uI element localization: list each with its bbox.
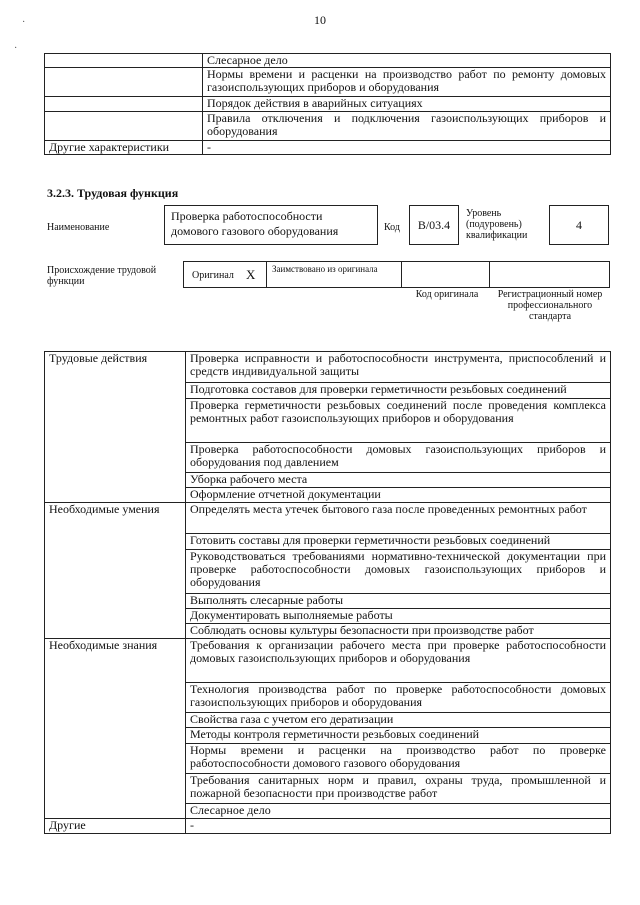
top-table [44,53,611,155]
top-table-row: Правила отключения и подключения газоиспользующих приборов и оборудования [203,112,611,141]
level-value-box [549,205,609,245]
top-table-label-cell [45,54,203,68]
function-name-value: Проверка работоспособности домового газового оборудования [171,209,339,238]
reg-number-box [489,261,610,288]
table-row: Уборка рабочего места [186,473,611,488]
top-table-label-cell [45,68,203,97]
table-row: Выполнять слесарные работы [186,594,611,609]
group-label-knowledge: Необходимые знания [45,639,186,819]
original-mark: Х [246,267,256,282]
table-row: - [186,819,611,834]
code-label: Код [384,222,400,233]
name-label: Наименование [47,222,110,233]
table-row: Проверка исправности и работоспособности инструмента, приспособлений и средств индивидуальной защиты [186,352,611,383]
table-row: Свойства газа с учетом его дератизации [186,713,611,728]
origin-label: Происхождение трудовой функции [47,265,157,287]
table-row: Требования к организации рабочего места при проверке работоспособности домовых газоиспользующих приборов и оборудования [186,639,611,683]
section-title: 3.2.3. Трудовая функция [47,186,179,200]
level-value: 4 [576,218,582,232]
table-row: Документировать выполняемые работы [186,609,611,624]
reg-number-caption: Регистрационный номер профессионального стандарта [497,289,603,322]
table-row: Требования санитарных норм и правил, охраны труда, промышленной и пожарной безопасности при производстве работ [186,774,611,804]
scan-speck: · [22,17,26,28]
table-row: Технология производства работ по проверке работоспособности домовых газоиспользующих приборов и оборудования [186,683,611,713]
table-row: Проверка герметичности резьбовых соединений после проведения комплекса ремонтных работ газоиспользующих приборов и оборудования [186,399,611,443]
original-box [183,261,267,288]
top-table-row: Нормы времени и расценки на производство работ по ремонту домовых газоиспользующих приборов и оборудования [203,68,611,97]
page-number: 10 [314,13,326,27]
top-table-label-cell [45,112,203,141]
table-row: Методы контроля герметичности резьбовых соединений [186,728,611,744]
borrowed-box [266,261,402,288]
top-table-row: Слесарное дело [203,54,611,68]
main-table [44,351,611,834]
code-value-box [409,205,459,245]
level-label: Уровень (подуровень) квалификации [466,208,528,241]
table-row: Нормы времени и расценки на производство работ по проверке работоспособности домового газового оборудования [186,744,611,774]
group-label-other: Другие [45,819,186,834]
top-table-row: Порядок действия в аварийных ситуациях [203,97,611,112]
table-row: Соблюдать основы культуры безопасности при производстве работ [186,624,611,639]
top-table-label: Другие характеристики [45,141,203,155]
original-label: Оригинал [192,270,234,281]
borrowed-label: Заимствовано из оригинала [272,264,378,274]
original-code-box [401,261,490,288]
scan-speck: · [14,43,18,54]
group-label-skills: Необходимые умения [45,503,186,639]
code-value: В/03.4 [417,218,451,232]
function-name-box [164,205,378,245]
table-row: Оформление отчетной документации [186,488,611,503]
group-label-actions: Трудовые действия [45,352,186,503]
top-table-row: - [203,141,611,155]
table-row: Готовить составы для проверки герметичности резьбовых соединений [186,534,611,550]
top-table-label-cell [45,97,203,112]
code-original-caption: Код оригинала [415,289,479,300]
table-row: Руководствоваться требованиями нормативно-технической документации при проверке работоспособности домовых газоиспользующих приборов и оборудования [186,550,611,594]
table-row: Проверка работоспособности домовых газоиспользующих приборов и оборудования под давлением [186,443,611,473]
table-row: Слесарное дело [186,804,611,819]
table-row: Подготовка составов для проверки герметичности резьбовых соединений [186,383,611,399]
table-row: Определять места утечек бытового газа после проведенных ремонтных работ [186,503,611,534]
